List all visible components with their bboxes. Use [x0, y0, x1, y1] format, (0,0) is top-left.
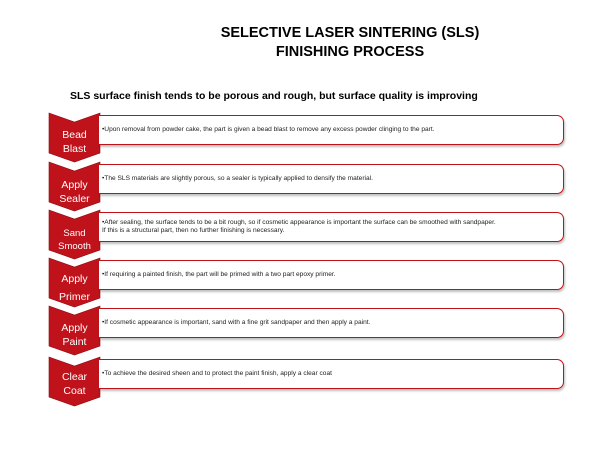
step-label-line-2: Sealer — [59, 193, 90, 205]
process-step-clear-coat — [0, 357, 600, 407]
step-label-line-2: Paint — [62, 336, 87, 348]
title-line-2: FINISHING PROCESS — [275, 44, 425, 60]
process-step-sand-smooth — [0, 210, 600, 260]
step-description: •If requiring a painted finish, the part will be primed with a two part epoxy primer. — [102, 271, 336, 278]
step-label — [49, 272, 100, 304]
step-label-line-1: Apply — [61, 322, 88, 334]
step-description: •Upon removal from powder cake, the part is given a bead blast to remove any excess powder clinging to the part. — [102, 126, 435, 133]
step-label — [49, 370, 100, 398]
process-step-bead-blast — [0, 113, 600, 163]
process-step-apply-sealer — [0, 162, 600, 212]
step-label-line-2: Blast — [62, 143, 87, 155]
step-description-box — [99, 308, 564, 338]
step-label-line-1: Apply — [61, 179, 88, 191]
step-description-box — [99, 115, 564, 145]
step-label-line-1: Bead — [62, 129, 87, 141]
step-label-line-1: Apply — [61, 273, 88, 285]
page-title — [150, 24, 550, 62]
step-description: •If cosmetic appearance is important, sand with a fine grit sandpaper and then apply a paint. — [102, 319, 371, 326]
step-label — [49, 128, 100, 156]
step-label-line-1: Sand — [63, 228, 86, 239]
step-description: •After sealing, the surface tends to be a bit rough, so if cosmetic appearance is important the surface can be smoothed with sandpaper. If this is a structural part, then no further finishing is necessary. — [102, 219, 496, 234]
step-label — [49, 227, 100, 253]
step-label — [49, 321, 100, 349]
subtitle: SLS surface finish tends to be porous and rough, but surface quality is improving — [70, 90, 478, 102]
step-label-line-1: Clear — [61, 371, 88, 383]
step-description-box — [99, 212, 564, 242]
process-step-apply-primer — [0, 258, 600, 308]
title-line-1: SELECTIVE LASER SINTERING (SLS) — [220, 25, 480, 41]
process-step-apply-paint — [0, 306, 600, 356]
step-description: •The SLS materials are slightly porous, so a sealer is typically applied to densify the material. — [102, 175, 373, 182]
step-label-line-2: Coat — [63, 385, 86, 397]
step-label-line-2: Primer — [59, 291, 90, 303]
step-description-box — [99, 260, 564, 290]
step-label — [49, 178, 100, 206]
step-description: •To achieve the desired sheen and to protect the paint finish, apply a clear coat — [102, 370, 332, 377]
step-label-line-2: Smooth — [58, 241, 91, 252]
step-description-box — [99, 359, 564, 389]
step-description-box — [99, 164, 564, 194]
